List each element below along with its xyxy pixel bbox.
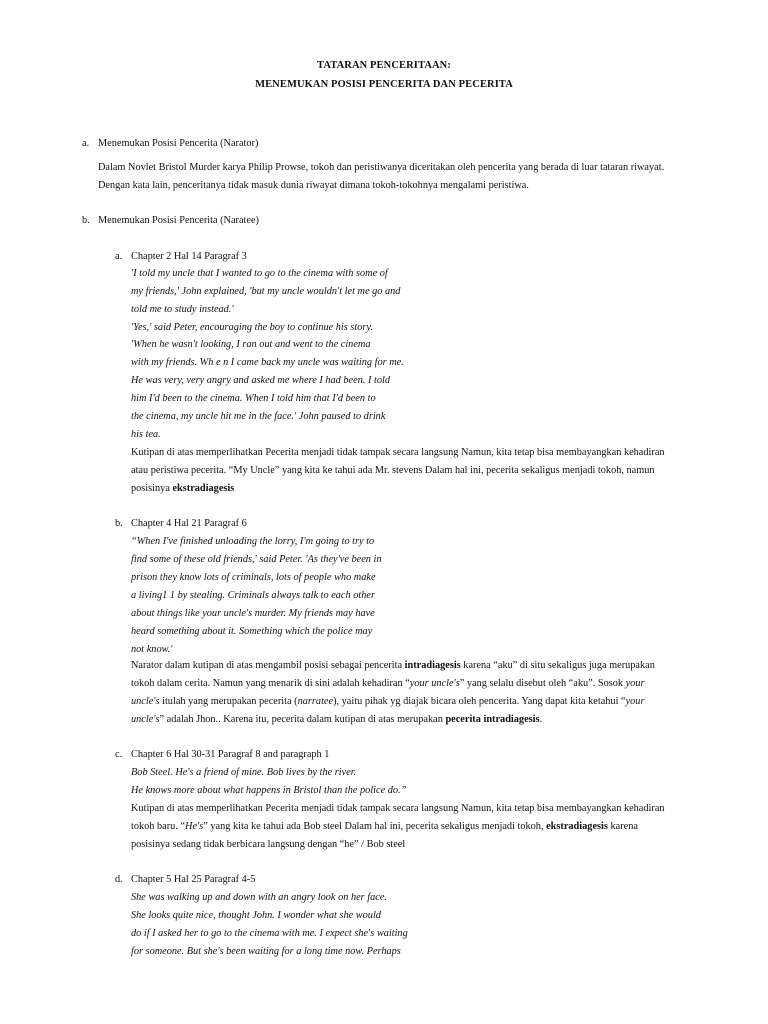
item-d-quote-line: She looks quite nice, thought John. I wonder what she would xyxy=(131,910,381,921)
item-d-quote-line: for someone. But she's been waiting for a long time now. Perhaps xyxy=(131,946,401,957)
item-a-paragraph-line1: Kutipan di atas memperlihatkan Pecerita menjadi tidak tampak secara langsung Namun, kita tetap bisa membayangkan kehadiran xyxy=(131,447,665,458)
document-title-line1: TATARAN PENCERITAAN: xyxy=(317,60,451,71)
item-a-p3-term: ekstradiagesis xyxy=(172,483,235,494)
item-b-p3-italic-term: narratee xyxy=(297,696,334,707)
item-a-heading: Chapter 2 Hal 14 Paragraf 3 xyxy=(131,251,247,262)
item-c-quote-line: He knows more about what happens in Bristol than the police do.” xyxy=(131,785,407,796)
item-a-quote-line: 'When he wasn't looking, I ran out and went to the cinema xyxy=(131,339,371,350)
item-a-quote-line: told me to study instead.' xyxy=(131,304,234,315)
item-b-quote-line: not know.' xyxy=(131,644,173,655)
item-b-quote-line: find some of these old friends,' said Peter. 'As they've been in xyxy=(131,554,382,565)
item-b-p1-text-end: karena “aku” di situ sekaligus juga merupakan xyxy=(460,660,655,671)
item-b-marker: b. xyxy=(115,518,123,529)
section-b-heading: Menemukan Posisi Pencerita (Naratee) xyxy=(98,215,259,226)
item-b-paragraph-line4 xyxy=(131,713,542,726)
item-b-p4-text-end: . xyxy=(539,714,543,725)
item-c-quote-line: Bob Steel. He's a friend of mine. Bob lives by the river. xyxy=(131,767,357,778)
item-b-heading: Chapter 4 Hal 21 Paragraf 6 xyxy=(131,518,247,529)
item-c-p2-term: ekstradiagesis xyxy=(546,821,608,832)
item-b-p3-italic-end: your xyxy=(625,696,645,707)
item-c-p2-text: tokoh baru. “ xyxy=(131,821,186,832)
item-b-p1-text: Narator dalam kutipan di atas mengambil posisi sebagai pencerita xyxy=(131,660,405,671)
section-a-line1: Dalam Novlet Bristol Murder karya Philip Prowse, tokoh dan peristiwanya diceritakan oleh pencerita yang berada di luar tataran riwayat. xyxy=(98,162,665,173)
item-c-p2-italic: He's xyxy=(185,821,204,832)
item-d-quote-line: She was walking up and down with an angry look on her face. xyxy=(131,892,387,903)
item-b-p2-italic: your uncle's xyxy=(409,678,460,689)
item-a-paragraph-line2: atau peristiwa pecerita. “My Uncle” yang kita ke tahui ada Mr. stevens Dalam hal ini, pecerita sekaligus menjadi tokoh, namun xyxy=(131,465,655,476)
section-a-heading: Menemukan Posisi Pencerita (Narator) xyxy=(98,138,259,149)
item-c-paragraph-line3: posisinya sedang tidak berbicara langsung dengan “he” / Bob steel xyxy=(131,839,406,850)
item-b-paragraph-line2 xyxy=(131,677,644,690)
section-a-line2: Dengan kata lain, penceritanya tidak masuk dunia riwayat dimana tokoh-tokohnya mengalami peristiwa. xyxy=(98,180,529,191)
item-b-p4-italic: uncle's xyxy=(131,714,160,725)
item-b-p1-term: intradiagesis xyxy=(404,660,461,671)
item-a-quote-line: his tea. xyxy=(131,429,161,440)
item-b-quote-line: a living1 1 by stealing. Criminals always talk to each other xyxy=(131,590,375,601)
item-c-p2-text-end: karena xyxy=(607,821,638,832)
section-a-marker: a. xyxy=(82,138,90,149)
item-b-p3-italic: uncle's xyxy=(131,696,160,707)
item-b-paragraph-line3 xyxy=(131,695,644,708)
item-a-p3-text: posisinya xyxy=(131,483,173,494)
item-a-marker: a. xyxy=(115,251,123,262)
item-a-quote-line: with my friends. Wh e n I came back my uncle was waiting for me. xyxy=(131,357,404,368)
item-c-p2-text-mid: ” yang kita ke tahui ada Bob steel Dalam hal ini, pecerita sekaligus menjadi tokoh, xyxy=(203,821,547,832)
item-b-quote-line: about things like your uncle's murder. My friends may have xyxy=(131,608,375,619)
item-c-paragraph-line1: Kutipan di atas memperlihatkan Pecerita menjadi tidak tampak secara langsung Namun, kita tetap bisa membayangkan kehadiran xyxy=(131,803,665,814)
item-b-p3-text-end: ), yaitu pihak yg diajak bicara oleh pencerita. Yang dapat kita ketahui “ xyxy=(333,696,626,707)
item-c-paragraph-line2 xyxy=(131,820,638,833)
item-c-heading: Chapter 6 Hal 30-31 Paragraf 8 and paragraph 1 xyxy=(131,749,330,760)
item-b-quote-line: prison they know lots of criminals, lots of people who make xyxy=(131,572,376,583)
item-b-p2-text-mid: ” yang selalu disebut oleh “aku”. Sosok xyxy=(459,678,626,689)
item-b-paragraph-line1 xyxy=(131,659,655,672)
document-title-line2: MENEMUKAN POSISI PENCERITA DAN PECERITA xyxy=(255,79,513,90)
item-a-paragraph-line3 xyxy=(131,482,234,495)
item-a-quote-line: 'Yes,' said Peter, encouraging the boy to continue his story. xyxy=(131,322,373,333)
item-a-quote-line: him I'd been to the cinema. When I told him that I'd been to xyxy=(131,393,376,404)
item-a-quote-line: 'I told my uncle that I wanted to go to the cinema with some of xyxy=(131,268,388,279)
item-c-marker: c. xyxy=(115,749,123,760)
item-a-quote-line: He was very, very angry and asked me where I had been. I told xyxy=(131,375,390,386)
item-b-p3-text: itulah yang merupakan pecerita ( xyxy=(159,696,298,707)
item-d-quote-line: do if I asked her to go to the cinema with me. I expect she's waiting xyxy=(131,928,408,939)
item-a-quote-line: my friends,' John explained, 'but my uncle wouldn't let me go and xyxy=(131,286,401,297)
item-b-p4-term: pecerita intradiagesis xyxy=(445,714,540,725)
item-a-quote-line: the cinema, my uncle hit me in the face.' John paused to drink xyxy=(131,411,386,422)
item-b-p4-text: ” adalah Jhon.. Karena itu, pecerita dalam kutipan di atas merupakan xyxy=(159,714,446,725)
item-d-marker: d. xyxy=(115,874,123,885)
item-b-quote-line: “When I've finished unloading the lorry, I'm going to try to xyxy=(131,536,375,547)
item-d-heading: Chapter 5 Hal 25 Paragraf 4-5 xyxy=(131,874,256,885)
section-b-marker: b. xyxy=(82,215,90,226)
item-b-p2-italic-end: your xyxy=(625,678,645,689)
item-b-p2-text: tokoh dalam cerita. Namun yang menarik di sini adalah kehadiran “ xyxy=(131,678,410,689)
item-b-quote-line: heard something about it. Something which the police may xyxy=(131,626,373,637)
